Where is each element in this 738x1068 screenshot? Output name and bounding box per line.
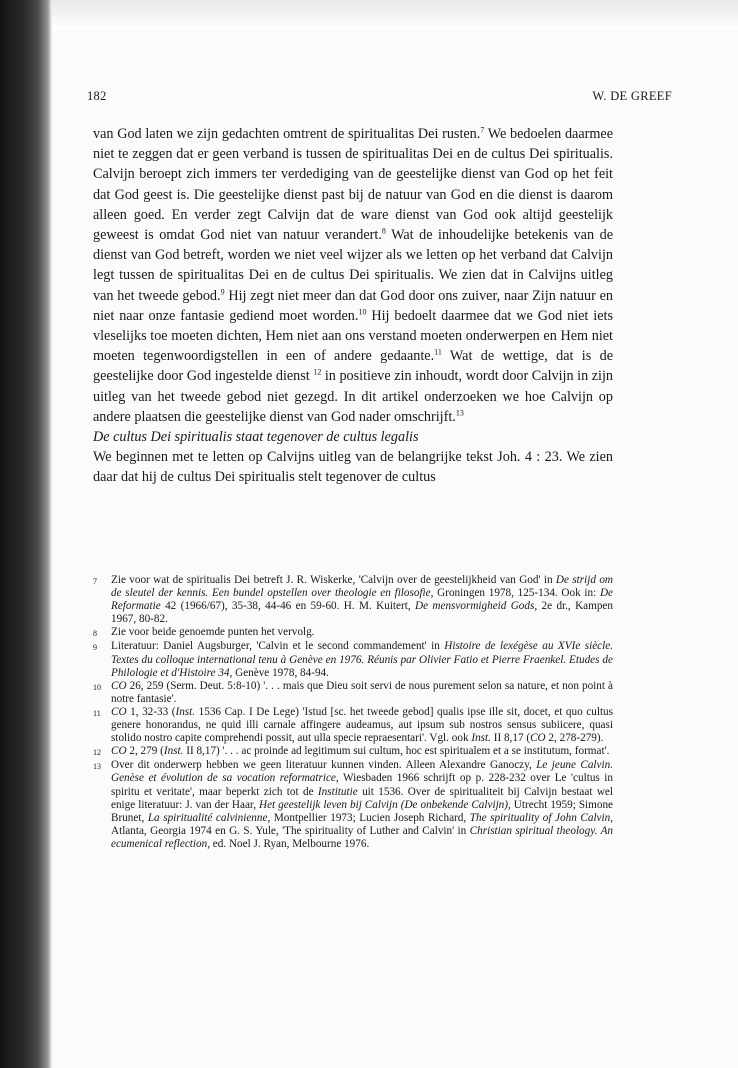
footnote-text xyxy=(111,745,613,759)
footnote-segment: Inst. xyxy=(471,732,491,745)
footnote-segment: Christian spiritual theology. An ecumenical reflection, xyxy=(111,824,614,850)
footnote-segment: Histoire de lexégèse au XVIe siècle. Textes du colloque international tenu à Genève en 1976. Réunis par Olivier Fatio et Pierre Fraenkel. Etudes de Philologie et d'Histoire 34, xyxy=(111,640,614,679)
footnote-segment: De mensvormigheid Gods, xyxy=(415,600,538,613)
footnote-9 xyxy=(93,640,613,679)
footnote-segment: 42 (1966/67), 35-38, 44-46 en 59-60. H. M. Kuitert, xyxy=(160,600,416,613)
footnote-segment: La spiritualité calvinienne, xyxy=(147,811,271,824)
footnote-segment: Utrecht 1959; Simone Brunet, xyxy=(111,798,614,824)
footnote-8 xyxy=(93,626,613,640)
footnote-ref-8: 8 xyxy=(381,226,386,236)
footnote-text xyxy=(111,574,613,626)
footnote-segment: CO xyxy=(111,705,127,718)
footnote-number: 12 xyxy=(93,748,101,758)
footnote-segment: II 8,17 ( xyxy=(490,732,531,745)
footnote-segment: Over dit onderwerp hebben we geen literatuur kunnen vinden. Alleen Alexandre Ganoczy, xyxy=(111,759,537,772)
section-heading: De cultus Dei spiritualis staat tegenover de cultus legalis xyxy=(93,429,419,446)
running-title: W. DE GREEF xyxy=(592,89,672,103)
footnote-segment: Inst. xyxy=(163,745,184,758)
footnote-segment: 26, 259 (Serm. Deut. 5:8-10) '. . . mais que Dieu soit servi de nous purement selon sa nature, et non point à notre fantasie'. xyxy=(111,679,613,705)
footnote-segment: Groningen 1978, 125-134. Ook in: xyxy=(433,587,600,600)
footnote-segment: Literatuur: Daniel Augsburger, 'Calvin et le second commandement' in xyxy=(111,640,445,653)
footnote-segment: Institutie xyxy=(317,785,358,798)
footnote-10 xyxy=(93,680,613,706)
paragraph-1: van God laten we zijn gedachten omtrent de spiritualitas Dei rusten.$^7$ We bedoelen daarmee niet te zeggen dat er geen verband is tussen de spiritualitas Dei en de cultus Dei spiritualis. Calvijn beroept zich immers ter verdediging van de geestelijke dienst van God op het feit dat God geest is. Die geestelijke dienst past bij de natuur van God en die dienst is daarom alleen goed. En verder zegt Calvijn dat de ware dienst van God ook altijd geestelijk geweest is omdat God niet van natuur verandert.$^8$ Wat de inhoudelijke betekenis van de dienst van God betreft, worden we niet veel wijzer als we letten op het verband dat Calvijn legt tussen de spiritualitas Dei en de cultus Dei spiritualis. We zien dat in Calvijns uitleg van het tweede gebod.$^9$ Hij zegt niet meer dan dat God door ons zuiver, naar Zijn natuur en niet naar onze fantasie gediend moet worden.$^{10}$ Hij bedoelt daarmee dat we God niet iets vleselijks toe moeten dichten, Hem niet aan ons verstand moeten onderwerpen en Hem niet moeten tegenwoordigstellen in een of andere gedaante.$^{11}$ Wat de wettige, dat is de geestelijke door God ingestelde dienst $^{12}$ in positieve zin inhoudt, wordt door Calvijn in zijn uitleg van het tweede gebod niet gezegd. In dit artikel onderzoeken we hoe Calvijn op andere plaatsen die geestelijke dienst van God nader omschrijft.$^{13}$ xyxy=(93,125,614,425)
footnote-segment: Montpellier 1973; Lucien Joseph Richard, xyxy=(270,811,470,824)
footnotes xyxy=(93,574,613,851)
footnote-segment: II 8,17) '. . . ac proinde ad legitimum sui cultum, hoc est spiritualem et a se institutum, format'. xyxy=(183,745,610,758)
running-header xyxy=(87,89,672,104)
footnote-segment: Inst. xyxy=(175,705,196,718)
footnote-segment: Het geestelijk leven bij Calvijn (De onbekende Calvijn), xyxy=(259,798,511,811)
paragraph-2: We beginnen met te letten op Calvijns uitleg van de belangrijke tekst Joh. 4 : 23. We zien daar dat hij de cultus Dei spiritualis stelt tegenover de cultus xyxy=(93,449,613,486)
footnote-segment: Atlanta, Georgia 1974 en G. S. Yule, 'The spirituality of Luther and Calvin' in xyxy=(111,824,470,837)
footnote-7 xyxy=(93,574,613,626)
footnote-segment: The spirituality of John Calvin, xyxy=(469,811,614,824)
footnote-ref-12: 12 xyxy=(313,367,322,377)
footnote-segment: Zie voor wat de spiritualis Dei betreft J. R. Wiskerke, 'Calvijn over de geestelijkheid van God' in xyxy=(111,574,556,586)
footnote-ref-13: 13 xyxy=(455,408,464,418)
scan-dark-edge xyxy=(0,0,52,1068)
footnote-ref-9: 9 xyxy=(220,286,225,296)
footnote-text xyxy=(111,626,613,640)
footnote-segment: De strijd om de sleutel der kennis. Een bundel opstellen over theologie en filosofie, xyxy=(111,574,613,600)
footnote-11 xyxy=(93,706,613,745)
footnote-segment: Le jeune Calvin. Genèse et évolution de sa vocation reformatrice, xyxy=(111,759,614,785)
footnote-segment: Genève 1978, 84-94. xyxy=(232,666,329,679)
footnote-12 xyxy=(93,745,613,759)
footnote-segment: Zie voor beide genoemde punten het vervolg. xyxy=(111,626,315,639)
footnote-number: 10 xyxy=(93,682,101,692)
page-number: 182 xyxy=(87,89,107,103)
footnote-number: 8 xyxy=(93,629,97,639)
footnote-ref-11: 11 xyxy=(434,347,442,357)
footnote-segment: 1536 Cap. I De Lege) 'Istud [sc. het tweede gebod] qualis ipse ille sit, docet, et quo cultus genere honorandus, ne quid illi carnale affingere audeamus, aut ipsum sub nostros sensus subiicere, quasi stolido nostro capite comprehendi possit, aut ulla specie repraesentari'. Vgl. ook xyxy=(111,705,614,745)
footnote-segment: CO xyxy=(111,679,127,692)
footnote-number: 7 xyxy=(93,577,97,586)
footnote-segment: 2e dr., Kampen 1967, 80-82. xyxy=(111,600,613,626)
footnote-text xyxy=(111,680,613,706)
footnote-segment: ed. Noel J. Ryan, Melbourne 1976. xyxy=(210,837,370,850)
footnote-segment: Wiesbaden 1966 schrijft op p. 228-232 over Le 'cultus in spiritu et veritate', maar beperkt zich tot de xyxy=(111,772,613,798)
main-text xyxy=(93,124,613,488)
footnote-13 xyxy=(93,759,613,851)
footnote-number: 9 xyxy=(93,643,97,653)
footnote-segment: uit 1536. Over de spiritualiteit bij Calvijn bestaat wel enige literatuur: J. van der Haar, xyxy=(111,785,613,811)
footnote-segment: De Reformatie xyxy=(111,587,614,613)
footnote-number: 11 xyxy=(93,708,101,718)
footnote-text xyxy=(111,640,613,679)
footnote-segment: 1, 32-33 ( xyxy=(126,705,176,718)
footnote-text xyxy=(111,759,613,851)
footnote-segment: 2, 278-279). xyxy=(545,732,604,745)
footnote-ref-10: 10 xyxy=(358,307,367,317)
scan-top-shade xyxy=(52,0,738,30)
footnote-segment: CO xyxy=(111,745,127,758)
footnote-text xyxy=(111,706,613,745)
footnote-segment: 2, 279 ( xyxy=(126,745,164,758)
footnote-ref-7: 7 xyxy=(480,125,485,135)
footnote-segment: CO xyxy=(530,732,546,745)
footnote-number: 13 xyxy=(93,762,101,772)
